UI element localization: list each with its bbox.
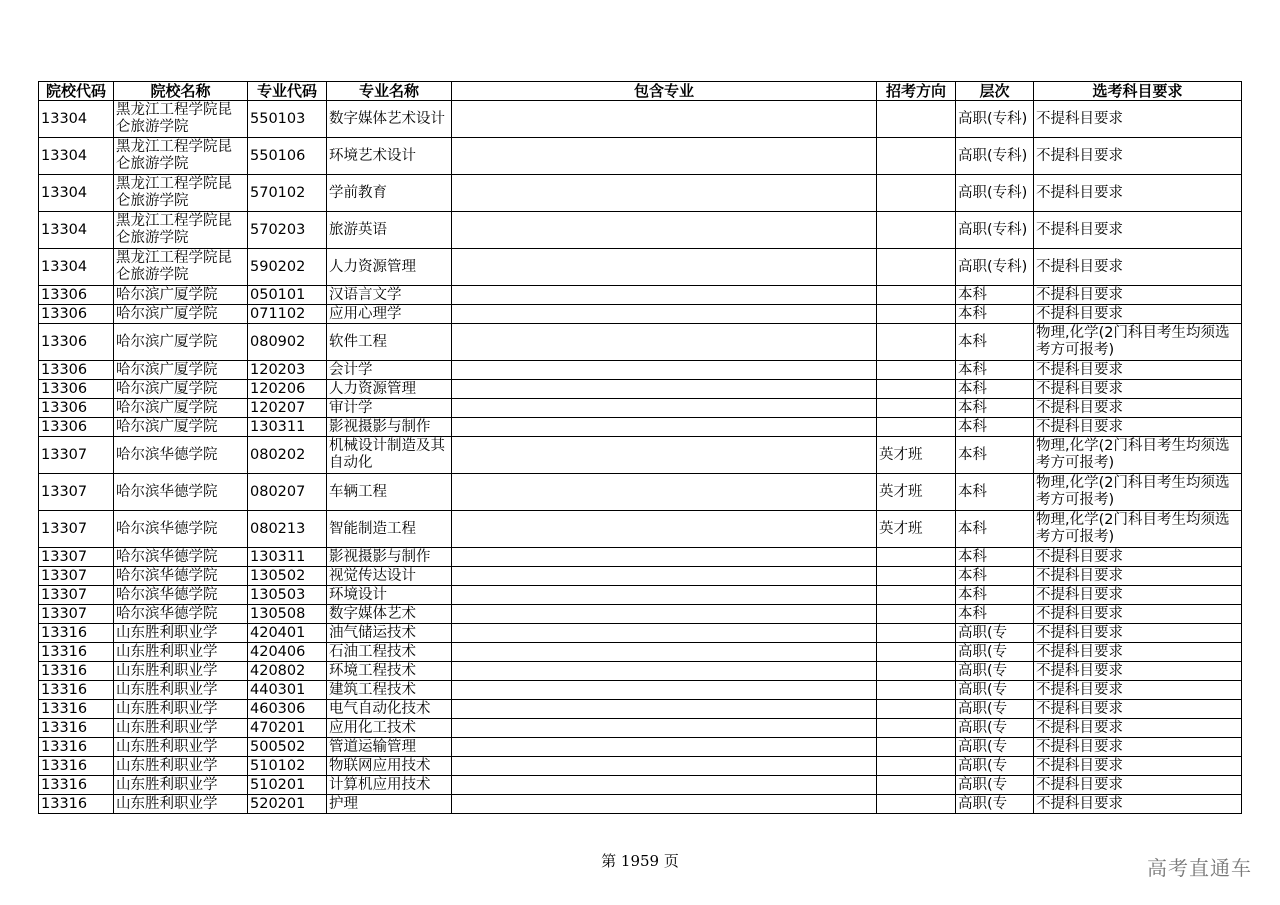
cell-subject-requirement: 不提科目要求 <box>1034 399 1242 418</box>
cell-direction <box>877 101 956 138</box>
cell-school-code: 13304 <box>39 249 114 286</box>
cell-major-code: 050101 <box>248 286 327 305</box>
cell-major-code: 500502 <box>248 738 327 757</box>
cell-level: 高职(专科) <box>956 138 1034 175</box>
cell-subject-requirement: 不提科目要求 <box>1034 757 1242 776</box>
table-row <box>39 418 1242 437</box>
cell-subject-requirement: 不提科目要求 <box>1034 286 1242 305</box>
table-row <box>39 249 1242 286</box>
cell-major-name: 应用心理学 <box>327 305 452 324</box>
cell-direction: 英才班 <box>877 437 956 474</box>
header-level: 层次 <box>956 82 1034 101</box>
cell-major-name: 智能制造工程 <box>327 511 452 548</box>
cell-included-majors <box>452 548 877 567</box>
cell-school-name: 黑龙江工程学院昆仑旅游学院 <box>114 175 248 212</box>
cell-school-code: 13316 <box>39 795 114 814</box>
cell-level: 高职(专科) <box>956 175 1034 212</box>
table-row <box>39 437 1242 474</box>
cell-level: 本科 <box>956 324 1034 361</box>
table-row <box>39 175 1242 212</box>
cell-school-name: 哈尔滨华德学院 <box>114 567 248 586</box>
cell-major-name: 学前教育 <box>327 175 452 212</box>
cell-major-code: 130311 <box>248 548 327 567</box>
cell-school-name: 哈尔滨广厦学院 <box>114 380 248 399</box>
cell-level: 高职(专 <box>956 662 1034 681</box>
cell-major-name: 油气储运技术 <box>327 624 452 643</box>
table-row <box>39 700 1242 719</box>
cell-included-majors <box>452 324 877 361</box>
cell-direction <box>877 175 956 212</box>
cell-subject-requirement: 不提科目要求 <box>1034 662 1242 681</box>
table-row <box>39 548 1242 567</box>
cell-major-name: 物联网应用技术 <box>327 757 452 776</box>
cell-included-majors <box>452 380 877 399</box>
cell-major-code: 071102 <box>248 305 327 324</box>
table-row <box>39 605 1242 624</box>
cell-direction <box>877 719 956 738</box>
cell-school-code: 13306 <box>39 286 114 305</box>
cell-subject-requirement: 不提科目要求 <box>1034 795 1242 814</box>
cell-major-code: 120207 <box>248 399 327 418</box>
cell-direction <box>877 286 956 305</box>
cell-school-code: 13316 <box>39 719 114 738</box>
cell-subject-requirement: 不提科目要求 <box>1034 643 1242 662</box>
cell-major-code: 130503 <box>248 586 327 605</box>
cell-major-name: 人力资源管理 <box>327 249 452 286</box>
cell-major-code: 550103 <box>248 101 327 138</box>
cell-major-code: 120203 <box>248 361 327 380</box>
cell-major-code: 510201 <box>248 776 327 795</box>
cell-major-name: 电气自动化技术 <box>327 700 452 719</box>
cell-school-code: 13304 <box>39 175 114 212</box>
cell-school-code: 13316 <box>39 662 114 681</box>
cell-included-majors <box>452 738 877 757</box>
cell-subject-requirement: 不提科目要求 <box>1034 548 1242 567</box>
cell-school-code: 13316 <box>39 681 114 700</box>
cell-direction <box>877 399 956 418</box>
cell-level: 高职(专 <box>956 719 1034 738</box>
cell-major-name: 汉语言文学 <box>327 286 452 305</box>
cell-school-name: 黑龙江工程学院昆仑旅游学院 <box>114 212 248 249</box>
cell-school-code: 13316 <box>39 757 114 776</box>
cell-school-name: 黑龙江工程学院昆仑旅游学院 <box>114 138 248 175</box>
cell-subject-requirement: 物理,化学(2门科目考生均须选考方可报考) <box>1034 511 1242 548</box>
cell-included-majors <box>452 418 877 437</box>
cell-school-code: 13316 <box>39 643 114 662</box>
cell-included-majors <box>452 586 877 605</box>
cell-major-code: 130311 <box>248 418 327 437</box>
cell-subject-requirement: 不提科目要求 <box>1034 681 1242 700</box>
cell-school-name: 山东胜利职业学 <box>114 624 248 643</box>
cell-included-majors <box>452 757 877 776</box>
cell-subject-requirement: 不提科目要求 <box>1034 567 1242 586</box>
table-row <box>39 511 1242 548</box>
cell-school-name: 哈尔滨广厦学院 <box>114 361 248 380</box>
cell-included-majors <box>452 101 877 138</box>
cell-direction <box>877 586 956 605</box>
watermark: 高考直通车 <box>1147 856 1252 880</box>
cell-major-name: 建筑工程技术 <box>327 681 452 700</box>
cell-level: 高职(专 <box>956 757 1034 776</box>
table-row <box>39 776 1242 795</box>
cell-school-name: 哈尔滨华德学院 <box>114 437 248 474</box>
table-row <box>39 212 1242 249</box>
cell-subject-requirement: 不提科目要求 <box>1034 212 1242 249</box>
cell-school-code: 13306 <box>39 399 114 418</box>
cell-major-name: 影视摄影与制作 <box>327 548 452 567</box>
cell-major-code: 590202 <box>248 249 327 286</box>
cell-school-code: 13306 <box>39 324 114 361</box>
cell-included-majors <box>452 249 877 286</box>
cell-direction <box>877 138 956 175</box>
cell-school-name: 哈尔滨华德学院 <box>114 586 248 605</box>
cell-included-majors <box>452 399 877 418</box>
cell-major-code: 080213 <box>248 511 327 548</box>
cell-major-name: 车辆工程 <box>327 474 452 511</box>
cell-direction <box>877 305 956 324</box>
cell-subject-requirement: 不提科目要求 <box>1034 586 1242 605</box>
cell-subject-requirement: 不提科目要求 <box>1034 605 1242 624</box>
cell-major-name: 软件工程 <box>327 324 452 361</box>
table-row <box>39 324 1242 361</box>
cell-included-majors <box>452 795 877 814</box>
cell-level: 本科 <box>956 567 1034 586</box>
cell-school-name: 黑龙江工程学院昆仑旅游学院 <box>114 249 248 286</box>
cell-included-majors <box>452 681 877 700</box>
table-row <box>39 624 1242 643</box>
cell-subject-requirement: 不提科目要求 <box>1034 305 1242 324</box>
cell-school-name: 山东胜利职业学 <box>114 681 248 700</box>
cell-school-code: 13307 <box>39 437 114 474</box>
cell-school-code: 13316 <box>39 776 114 795</box>
table-row <box>39 567 1242 586</box>
table-row <box>39 305 1242 324</box>
header-major-name: 专业名称 <box>327 82 452 101</box>
cell-direction <box>877 700 956 719</box>
cell-major-name: 会计学 <box>327 361 452 380</box>
cell-school-code: 13306 <box>39 361 114 380</box>
cell-major-code: 570102 <box>248 175 327 212</box>
table-row <box>39 101 1242 138</box>
cell-major-name: 环境工程技术 <box>327 662 452 681</box>
cell-subject-requirement: 不提科目要求 <box>1034 719 1242 738</box>
cell-major-code: 550106 <box>248 138 327 175</box>
cell-school-name: 山东胜利职业学 <box>114 795 248 814</box>
cell-major-code: 120206 <box>248 380 327 399</box>
cell-school-code: 13307 <box>39 474 114 511</box>
cell-direction <box>877 212 956 249</box>
cell-level: 高职(专 <box>956 776 1034 795</box>
cell-level: 高职(专 <box>956 795 1034 814</box>
cell-major-code: 420401 <box>248 624 327 643</box>
cell-major-name: 机械设计制造及其自动化 <box>327 437 452 474</box>
table-body <box>39 101 1242 814</box>
table-row <box>39 719 1242 738</box>
cell-major-code: 520201 <box>248 795 327 814</box>
cell-school-name: 山东胜利职业学 <box>114 700 248 719</box>
cell-major-code: 080202 <box>248 437 327 474</box>
cell-level: 本科 <box>956 418 1034 437</box>
cell-subject-requirement: 物理,化学(2门科目考生均须选考方可报考) <box>1034 474 1242 511</box>
cell-school-code: 13307 <box>39 511 114 548</box>
cell-major-code: 420406 <box>248 643 327 662</box>
cell-level: 本科 <box>956 361 1034 380</box>
cell-included-majors <box>452 776 877 795</box>
cell-subject-requirement: 不提科目要求 <box>1034 380 1242 399</box>
cell-included-majors <box>452 624 877 643</box>
header-row <box>39 82 1242 101</box>
header-school-code: 院校代码 <box>39 82 114 101</box>
cell-level: 高职(专 <box>956 643 1034 662</box>
cell-subject-requirement: 不提科目要求 <box>1034 175 1242 212</box>
cell-level: 高职(专 <box>956 738 1034 757</box>
cell-major-name: 数字媒体艺术设计 <box>327 101 452 138</box>
cell-school-name: 山东胜利职业学 <box>114 643 248 662</box>
cell-major-name: 环境设计 <box>327 586 452 605</box>
cell-subject-requirement: 不提科目要求 <box>1034 101 1242 138</box>
cell-included-majors <box>452 719 877 738</box>
cell-subject-requirement: 不提科目要求 <box>1034 700 1242 719</box>
cell-included-majors <box>452 567 877 586</box>
cell-major-name: 人力资源管理 <box>327 380 452 399</box>
cell-school-code: 13306 <box>39 305 114 324</box>
cell-school-name: 山东胜利职业学 <box>114 776 248 795</box>
cell-school-name: 山东胜利职业学 <box>114 757 248 776</box>
cell-school-name: 哈尔滨广厦学院 <box>114 418 248 437</box>
cell-school-name: 哈尔滨广厦学院 <box>114 324 248 361</box>
cell-direction <box>877 249 956 286</box>
cell-major-name: 计算机应用技术 <box>327 776 452 795</box>
cell-school-code: 13316 <box>39 738 114 757</box>
cell-direction <box>877 795 956 814</box>
table-row <box>39 757 1242 776</box>
cell-level: 本科 <box>956 548 1034 567</box>
cell-level: 本科 <box>956 605 1034 624</box>
cell-direction <box>877 605 956 624</box>
cell-direction: 英才班 <box>877 511 956 548</box>
cell-direction <box>877 643 956 662</box>
cell-school-name: 黑龙江工程学院昆仑旅游学院 <box>114 101 248 138</box>
header-subject-requirement: 选考科目要求 <box>1034 82 1242 101</box>
cell-school-code: 13307 <box>39 586 114 605</box>
cell-included-majors <box>452 175 877 212</box>
cell-level: 本科 <box>956 511 1034 548</box>
cell-direction <box>877 776 956 795</box>
cell-major-code: 420802 <box>248 662 327 681</box>
table-row <box>39 138 1242 175</box>
cell-major-name: 管道运输管理 <box>327 738 452 757</box>
cell-level: 高职(专科) <box>956 212 1034 249</box>
cell-level: 本科 <box>956 586 1034 605</box>
table-row <box>39 662 1242 681</box>
cell-school-code: 13304 <box>39 101 114 138</box>
cell-subject-requirement: 物理,化学(2门科目考生均须选考方可报考) <box>1034 437 1242 474</box>
cell-school-code: 13306 <box>39 380 114 399</box>
cell-included-majors <box>452 643 877 662</box>
header-major-code: 专业代码 <box>248 82 327 101</box>
cell-subject-requirement: 不提科目要求 <box>1034 624 1242 643</box>
cell-school-code: 13316 <box>39 624 114 643</box>
cell-direction <box>877 681 956 700</box>
cell-major-name: 影视摄影与制作 <box>327 418 452 437</box>
admission-table <box>38 81 1242 814</box>
cell-subject-requirement: 不提科目要求 <box>1034 418 1242 437</box>
cell-subject-requirement: 物理,化学(2门科目考生均须选考方可报考) <box>1034 324 1242 361</box>
cell-major-code: 460306 <box>248 700 327 719</box>
cell-direction <box>877 662 956 681</box>
table-row <box>39 586 1242 605</box>
cell-school-name: 哈尔滨华德学院 <box>114 511 248 548</box>
table-row <box>39 286 1242 305</box>
cell-school-code: 13304 <box>39 138 114 175</box>
cell-included-majors <box>452 212 877 249</box>
cell-school-name: 山东胜利职业学 <box>114 738 248 757</box>
cell-included-majors <box>452 511 877 548</box>
cell-school-name: 哈尔滨华德学院 <box>114 605 248 624</box>
cell-major-code: 440301 <box>248 681 327 700</box>
cell-major-name: 视觉传达设计 <box>327 567 452 586</box>
cell-major-code: 080902 <box>248 324 327 361</box>
cell-major-name: 护理 <box>327 795 452 814</box>
cell-level: 本科 <box>956 286 1034 305</box>
table-row <box>39 399 1242 418</box>
cell-level: 本科 <box>956 474 1034 511</box>
cell-level: 高职(专 <box>956 700 1034 719</box>
cell-school-name: 哈尔滨广厦学院 <box>114 305 248 324</box>
cell-included-majors <box>452 700 877 719</box>
table-row <box>39 643 1242 662</box>
cell-direction <box>877 567 956 586</box>
table-row <box>39 361 1242 380</box>
page-number: 第 1959 页 <box>601 852 679 870</box>
cell-major-code: 130508 <box>248 605 327 624</box>
header-school-name: 院校名称 <box>114 82 248 101</box>
table-row <box>39 380 1242 399</box>
cell-direction <box>877 380 956 399</box>
cell-level: 本科 <box>956 437 1034 474</box>
cell-subject-requirement: 不提科目要求 <box>1034 738 1242 757</box>
cell-level: 高职(专 <box>956 624 1034 643</box>
cell-school-code: 13307 <box>39 548 114 567</box>
cell-level: 本科 <box>956 399 1034 418</box>
cell-direction <box>877 548 956 567</box>
cell-direction <box>877 738 956 757</box>
cell-major-name: 石油工程技术 <box>327 643 452 662</box>
cell-major-code: 570203 <box>248 212 327 249</box>
cell-included-majors <box>452 286 877 305</box>
cell-subject-requirement: 不提科目要求 <box>1034 776 1242 795</box>
cell-included-majors <box>452 437 877 474</box>
cell-major-name: 环境艺术设计 <box>327 138 452 175</box>
header-direction: 招考方向 <box>877 82 956 101</box>
cell-level: 本科 <box>956 305 1034 324</box>
cell-included-majors <box>452 138 877 175</box>
cell-major-name: 应用化工技术 <box>327 719 452 738</box>
cell-major-code: 470201 <box>248 719 327 738</box>
cell-subject-requirement: 不提科目要求 <box>1034 249 1242 286</box>
cell-direction <box>877 624 956 643</box>
cell-level: 本科 <box>956 380 1034 399</box>
cell-school-code: 13306 <box>39 418 114 437</box>
cell-direction <box>877 361 956 380</box>
table-row <box>39 738 1242 757</box>
cell-school-code: 13316 <box>39 700 114 719</box>
cell-included-majors <box>452 361 877 380</box>
cell-school-name: 哈尔滨广厦学院 <box>114 399 248 418</box>
cell-direction <box>877 757 956 776</box>
cell-included-majors <box>452 305 877 324</box>
cell-school-name: 哈尔滨华德学院 <box>114 548 248 567</box>
cell-subject-requirement: 不提科目要求 <box>1034 138 1242 175</box>
cell-direction <box>877 418 956 437</box>
cell-school-name: 哈尔滨华德学院 <box>114 474 248 511</box>
cell-level: 高职(专科) <box>956 249 1034 286</box>
cell-level: 高职(专科) <box>956 101 1034 138</box>
cell-direction <box>877 324 956 361</box>
cell-school-code: 13307 <box>39 605 114 624</box>
cell-school-name: 哈尔滨广厦学院 <box>114 286 248 305</box>
cell-major-name: 旅游英语 <box>327 212 452 249</box>
table-row <box>39 681 1242 700</box>
cell-subject-requirement: 不提科目要求 <box>1034 361 1242 380</box>
cell-included-majors <box>452 605 877 624</box>
cell-major-code: 510102 <box>248 757 327 776</box>
cell-direction: 英才班 <box>877 474 956 511</box>
cell-major-name: 审计学 <box>327 399 452 418</box>
cell-major-code: 130502 <box>248 567 327 586</box>
cell-level: 高职(专 <box>956 681 1034 700</box>
header-included-majors: 包含专业 <box>452 82 877 101</box>
cell-major-name: 数字媒体艺术 <box>327 605 452 624</box>
cell-school-name: 山东胜利职业学 <box>114 719 248 738</box>
cell-major-code: 080207 <box>248 474 327 511</box>
cell-school-name: 山东胜利职业学 <box>114 662 248 681</box>
cell-school-code: 13307 <box>39 567 114 586</box>
cell-included-majors <box>452 662 877 681</box>
table-row <box>39 795 1242 814</box>
cell-included-majors <box>452 474 877 511</box>
table-row <box>39 474 1242 511</box>
cell-school-code: 13304 <box>39 212 114 249</box>
